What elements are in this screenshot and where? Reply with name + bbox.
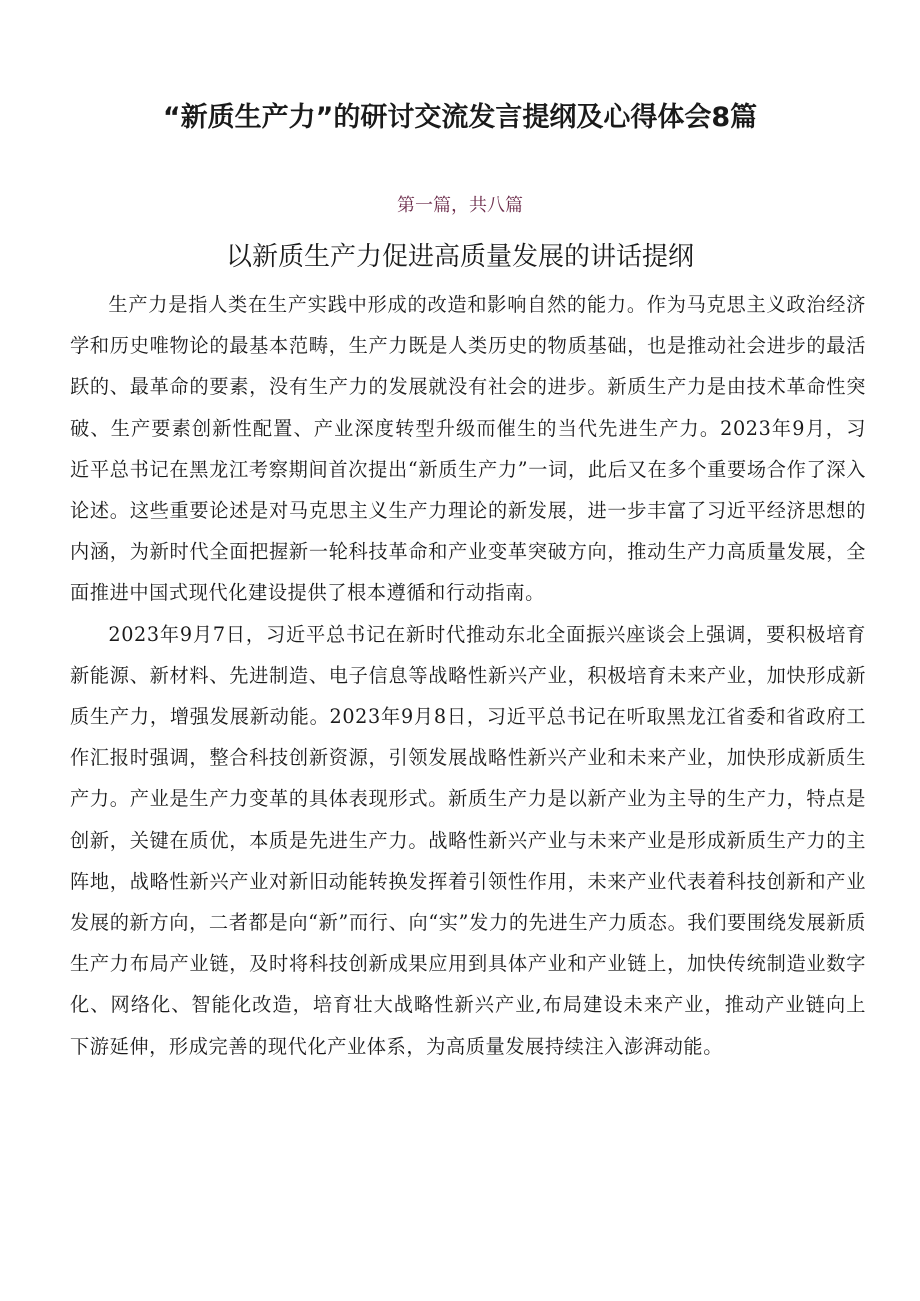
section-label: 第一篇，共八篇 bbox=[397, 195, 523, 216]
paragraph: 生产力是指人类在生产实践中形成的改造和影响自然的能力。作为马克思主义政治经济学和历史唯物论的最基本范畴，生产力既是人类历史的物质基础，也是推动社会进步的最活跃的、最革命的要素，没有生产力的发展就没有社会的进步。新质生产力是由技术革命性突破、生产要素创新性配置、产业深度转型升级而催生的当代先进生产力。2023年9月，习近平总书记在黑龙江考察期间首次提出“新质生产力”一词，此后又在多个重要场合作了深入论述。这些重要论述是对马克思主义生产力理论的新发展，进一步丰富了习近平经济思想的内涵，为新时代全面把握新一轮科技革命和产业变革突破方向，推动生产力高质量发展，全面推进中国式现代化建设提供了根本遵循和行动指南。 bbox=[70, 293, 866, 605]
body-text bbox=[70, 284, 866, 1067]
document-title: “新质生产力”的研讨交流发言提纲及心得体会8篇 bbox=[162, 102, 758, 133]
section-title: 以新质生产力促进高质量发展的讲话提纲 bbox=[225, 242, 694, 272]
paragraph: 2023年9月7日，习近平总书记在新时代推动东北全面振兴座谈会上强调，要积极培育新能源、新材料、先进制造、电子信息等战略性新兴产业，积极培育未来产业，加快形成新质生产力，增强发展新动能。2023年9月8日，习近平总书记在听取黑龙江省委和省政府工作汇报时强调，整合科技创新资源，引领发展战略性新兴产业和未来产业，加快形成新质生产力。产业是生产力变革的具体表现形式。新质生产力是以新产业为主导的生产力，特点是创新，关键在质优，本质是先进生产力。战略性新兴产业与未来产业是形成新质生产力的主阵地，战略性新兴产业对新旧动能转换发挥着引领性作用，未来产业代表着科技创新和产业发展的新方向，二者都是向“新”而行、向“实”发力的先进生产力质态。我们要围绕发展新质生产力布局产业链，及时将科技创新成果应用到具体产业和产业链上，加快传统制造业数字化、网络化、智能化改造，培育壮大战略性新兴产业,布局建设未来产业，推动产业链向上下游延伸，形成完善的现代化产业体系，为高质量发展持续注入澎湃动能。 bbox=[70, 622, 866, 1058]
